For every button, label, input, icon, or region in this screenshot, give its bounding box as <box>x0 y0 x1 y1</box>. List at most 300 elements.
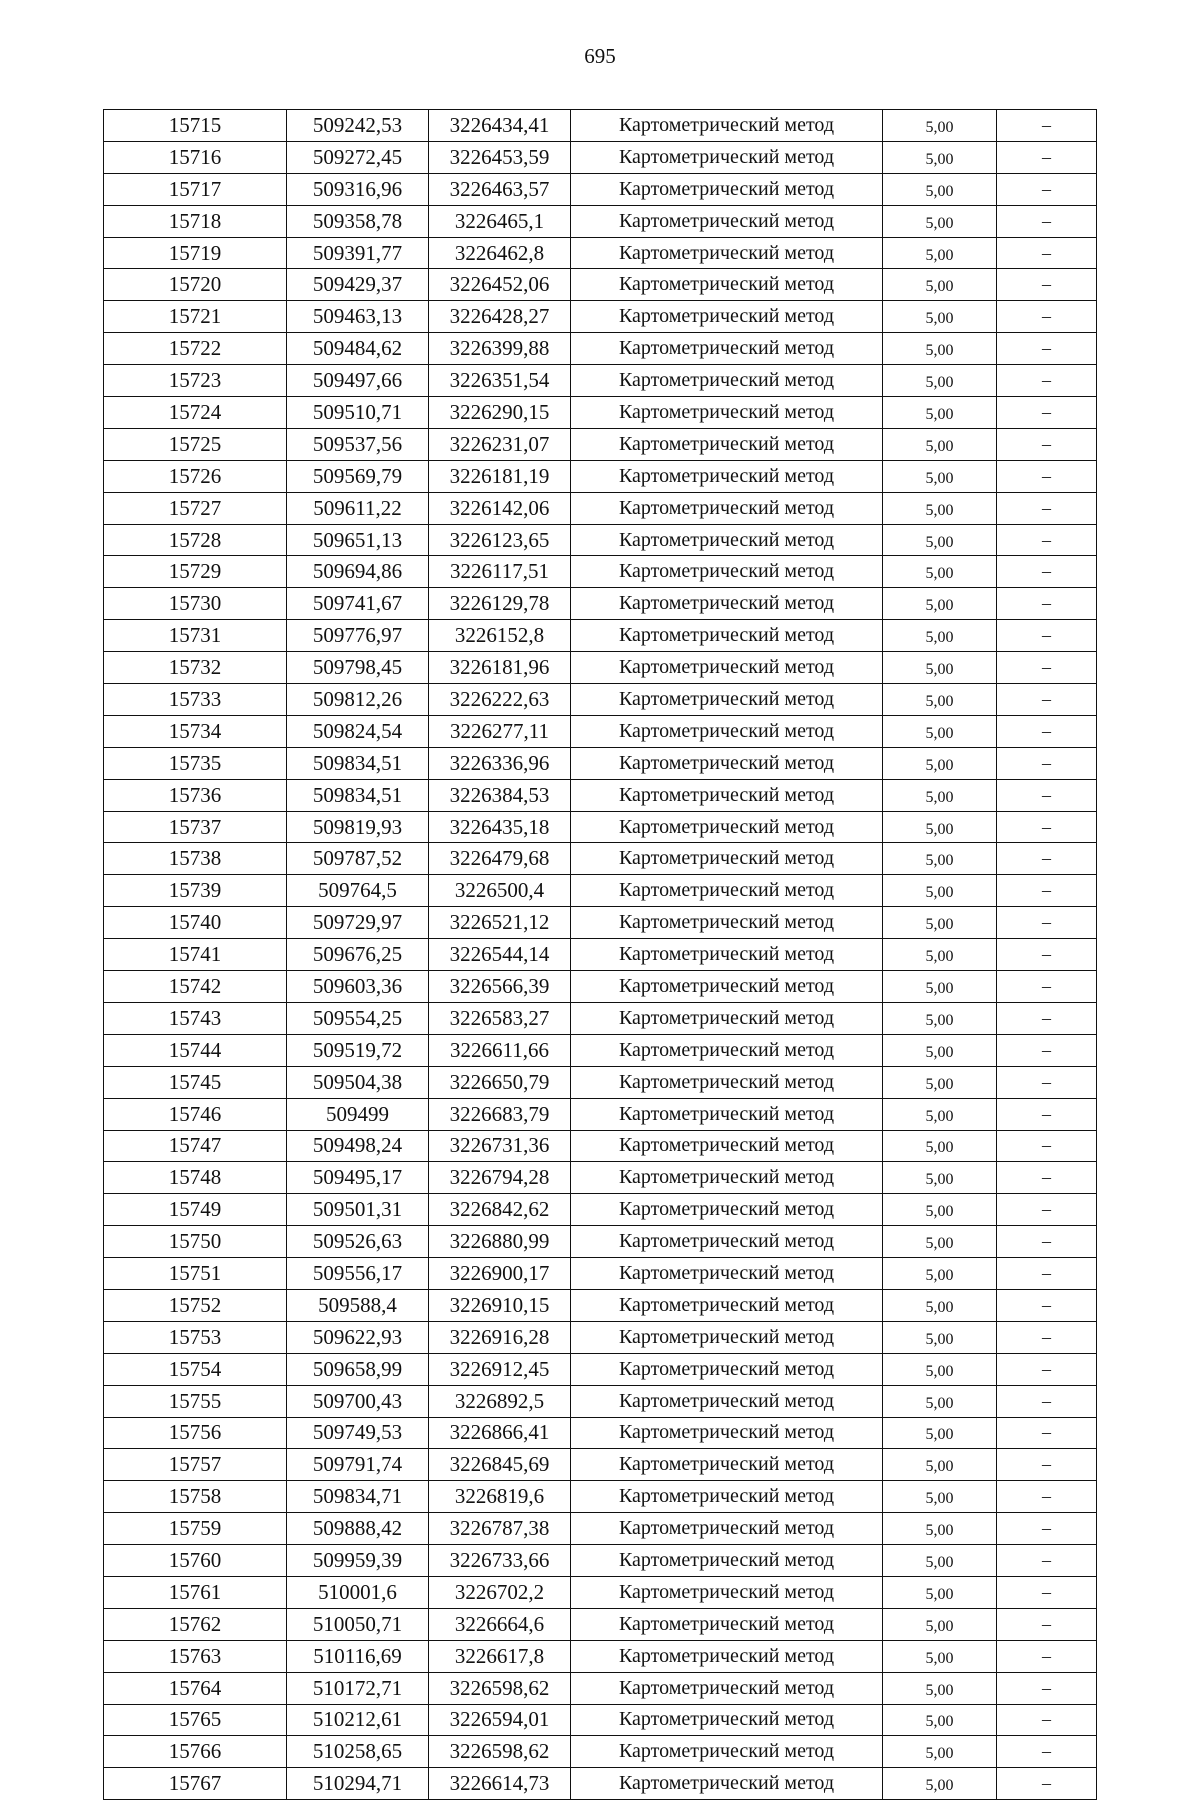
x-coordinate-cell: 509694,86 <box>287 556 429 588</box>
point-number-cell: 15764 <box>104 1672 287 1704</box>
table-row <box>104 875 1097 907</box>
table-row <box>104 1002 1097 1034</box>
description-cell: – <box>997 811 1097 843</box>
method-cell: Картометрический метод <box>571 1513 883 1545</box>
point-number-cell: 15755 <box>104 1385 287 1417</box>
y-coordinate-cell: 3226611,66 <box>429 1034 571 1066</box>
description-cell: – <box>997 1098 1097 1130</box>
x-coordinate-cell: 509499 <box>287 1098 429 1130</box>
point-number-cell: 15741 <box>104 939 287 971</box>
table-row <box>104 269 1097 301</box>
y-coordinate-cell: 3226664,6 <box>429 1608 571 1640</box>
table-row <box>104 1736 1097 1768</box>
point-number-cell: 15717 <box>104 173 287 205</box>
y-coordinate-cell: 3226544,14 <box>429 939 571 971</box>
accuracy-cell: 5,00 <box>883 1704 997 1736</box>
description-cell: – <box>997 1449 1097 1481</box>
method-cell: Картометрический метод <box>571 141 883 173</box>
x-coordinate-cell: 509812,26 <box>287 684 429 716</box>
point-number-cell: 15753 <box>104 1321 287 1353</box>
method-cell: Картометрический метод <box>571 110 883 142</box>
y-coordinate-cell: 3226731,36 <box>429 1130 571 1162</box>
y-coordinate-cell: 3226123,65 <box>429 524 571 556</box>
point-number-cell: 15750 <box>104 1226 287 1258</box>
method-cell: Картометрический метод <box>571 1608 883 1640</box>
point-number-cell: 15746 <box>104 1098 287 1130</box>
x-coordinate-cell: 510116,69 <box>287 1640 429 1672</box>
description-cell: – <box>997 1130 1097 1162</box>
x-coordinate-cell: 509519,72 <box>287 1034 429 1066</box>
description-cell: – <box>997 1258 1097 1290</box>
x-coordinate-cell: 509554,25 <box>287 1002 429 1034</box>
method-cell: Картометрический метод <box>571 365 883 397</box>
point-number-cell: 15719 <box>104 237 287 269</box>
accuracy-cell: 5,00 <box>883 779 997 811</box>
point-number-cell: 15730 <box>104 588 287 620</box>
table-row <box>104 1385 1097 1417</box>
point-number-cell: 15761 <box>104 1576 287 1608</box>
table-row <box>104 1194 1097 1226</box>
point-number-cell: 15715 <box>104 110 287 142</box>
method-cell: Картометрический метод <box>571 237 883 269</box>
x-coordinate-cell: 509603,36 <box>287 971 429 1003</box>
y-coordinate-cell: 3226683,79 <box>429 1098 571 1130</box>
point-number-cell: 15733 <box>104 684 287 716</box>
x-coordinate-cell: 509537,56 <box>287 428 429 460</box>
accuracy-cell: 5,00 <box>883 1002 997 1034</box>
method-cell: Картометрический метод <box>571 907 883 939</box>
description-cell: – <box>997 747 1097 779</box>
y-coordinate-cell: 3226129,78 <box>429 588 571 620</box>
y-coordinate-cell: 3226500,4 <box>429 875 571 907</box>
table-row <box>104 1130 1097 1162</box>
table-row <box>104 1449 1097 1481</box>
accuracy-cell: 5,00 <box>883 620 997 652</box>
x-coordinate-cell: 509501,31 <box>287 1194 429 1226</box>
method-cell: Картометрический метод <box>571 1130 883 1162</box>
accuracy-cell: 5,00 <box>883 333 997 365</box>
table-row <box>104 556 1097 588</box>
x-coordinate-cell: 509504,38 <box>287 1066 429 1098</box>
description-cell: – <box>997 301 1097 333</box>
description-cell: – <box>997 620 1097 652</box>
method-cell: Картометрический метод <box>571 1034 883 1066</box>
accuracy-cell: 5,00 <box>883 843 997 875</box>
accuracy-cell: 5,00 <box>883 1481 997 1513</box>
point-number-cell: 15760 <box>104 1545 287 1577</box>
description-cell: – <box>997 524 1097 556</box>
x-coordinate-cell: 510001,6 <box>287 1576 429 1608</box>
coordinates-table-body <box>104 110 1097 1800</box>
accuracy-cell: 5,00 <box>883 715 997 747</box>
table-row <box>104 620 1097 652</box>
table-row <box>104 811 1097 843</box>
point-number-cell: 15735 <box>104 747 287 779</box>
y-coordinate-cell: 3226351,54 <box>429 365 571 397</box>
description-cell: – <box>997 1545 1097 1577</box>
accuracy-cell: 5,00 <box>883 1258 997 1290</box>
accuracy-cell: 5,00 <box>883 173 997 205</box>
description-cell: – <box>997 971 1097 1003</box>
y-coordinate-cell: 3226598,62 <box>429 1736 571 1768</box>
point-number-cell: 15739 <box>104 875 287 907</box>
accuracy-cell: 5,00 <box>883 747 997 779</box>
accuracy-cell: 5,00 <box>883 1768 997 1800</box>
table-row <box>104 1768 1097 1800</box>
y-coordinate-cell: 3226181,96 <box>429 652 571 684</box>
description-cell: – <box>997 1194 1097 1226</box>
accuracy-cell: 5,00 <box>883 1736 997 1768</box>
table-row <box>104 333 1097 365</box>
description-cell: – <box>997 365 1097 397</box>
x-coordinate-cell: 509611,22 <box>287 492 429 524</box>
method-cell: Картометрический метод <box>571 301 883 333</box>
accuracy-cell: 5,00 <box>883 1576 997 1608</box>
accuracy-cell: 5,00 <box>883 1449 997 1481</box>
accuracy-cell: 5,00 <box>883 237 997 269</box>
y-coordinate-cell: 3226880,99 <box>429 1226 571 1258</box>
description-cell: – <box>997 428 1097 460</box>
method-cell: Картометрический метод <box>571 875 883 907</box>
accuracy-cell: 5,00 <box>883 1385 997 1417</box>
point-number-cell: 15759 <box>104 1513 287 1545</box>
method-cell: Картометрический метод <box>571 1162 883 1194</box>
point-number-cell: 15724 <box>104 397 287 429</box>
description-cell: – <box>997 237 1097 269</box>
y-coordinate-cell: 3226598,62 <box>429 1672 571 1704</box>
accuracy-cell: 5,00 <box>883 492 997 524</box>
method-cell: Картометрический метод <box>571 811 883 843</box>
description-cell: – <box>997 1736 1097 1768</box>
point-number-cell: 15740 <box>104 907 287 939</box>
method-cell: Картометрический метод <box>571 1385 883 1417</box>
y-coordinate-cell: 3226181,19 <box>429 460 571 492</box>
accuracy-cell: 5,00 <box>883 875 997 907</box>
table-row <box>104 939 1097 971</box>
y-coordinate-cell: 3226583,27 <box>429 1002 571 1034</box>
accuracy-cell: 5,00 <box>883 110 997 142</box>
y-coordinate-cell: 3226453,59 <box>429 141 571 173</box>
point-number-cell: 15767 <box>104 1768 287 1800</box>
y-coordinate-cell: 3226787,38 <box>429 1513 571 1545</box>
method-cell: Картометрический метод <box>571 524 883 556</box>
accuracy-cell: 5,00 <box>883 907 997 939</box>
table-row <box>104 1545 1097 1577</box>
y-coordinate-cell: 3226845,69 <box>429 1449 571 1481</box>
method-cell: Картометрический метод <box>571 556 883 588</box>
x-coordinate-cell: 509358,78 <box>287 205 429 237</box>
description-cell: – <box>997 1289 1097 1321</box>
x-coordinate-cell: 509316,96 <box>287 173 429 205</box>
point-number-cell: 15721 <box>104 301 287 333</box>
accuracy-cell: 5,00 <box>883 1640 997 1672</box>
table-row <box>104 747 1097 779</box>
description-cell: – <box>997 1481 1097 1513</box>
x-coordinate-cell: 510294,71 <box>287 1768 429 1800</box>
y-coordinate-cell: 3226702,2 <box>429 1576 571 1608</box>
x-coordinate-cell: 509569,79 <box>287 460 429 492</box>
accuracy-cell: 5,00 <box>883 939 997 971</box>
x-coordinate-cell: 509700,43 <box>287 1385 429 1417</box>
y-coordinate-cell: 3226900,17 <box>429 1258 571 1290</box>
description-cell: – <box>997 141 1097 173</box>
x-coordinate-cell: 509484,62 <box>287 333 429 365</box>
description-cell: – <box>997 1066 1097 1098</box>
accuracy-cell: 5,00 <box>883 1513 997 1545</box>
table-row <box>104 365 1097 397</box>
accuracy-cell: 5,00 <box>883 1194 997 1226</box>
description-cell: – <box>997 1321 1097 1353</box>
method-cell: Картометрический метод <box>571 1258 883 1290</box>
table-row <box>104 1321 1097 1353</box>
point-number-cell: 15743 <box>104 1002 287 1034</box>
description-cell: – <box>997 715 1097 747</box>
table-row <box>104 652 1097 684</box>
method-cell: Картометрический метод <box>571 715 883 747</box>
description-cell: – <box>997 1672 1097 1704</box>
description-cell: – <box>997 1353 1097 1385</box>
method-cell: Картометрический метод <box>571 1449 883 1481</box>
point-number-cell: 15757 <box>104 1449 287 1481</box>
accuracy-cell: 5,00 <box>883 1289 997 1321</box>
accuracy-cell: 5,00 <box>883 365 997 397</box>
x-coordinate-cell: 509888,42 <box>287 1513 429 1545</box>
x-coordinate-cell: 509556,17 <box>287 1258 429 1290</box>
table-row <box>104 684 1097 716</box>
accuracy-cell: 5,00 <box>883 1066 997 1098</box>
x-coordinate-cell: 510172,71 <box>287 1672 429 1704</box>
y-coordinate-cell: 3226222,63 <box>429 684 571 716</box>
point-number-cell: 15752 <box>104 1289 287 1321</box>
y-coordinate-cell: 3226465,1 <box>429 205 571 237</box>
x-coordinate-cell: 509676,25 <box>287 939 429 971</box>
x-coordinate-cell: 509787,52 <box>287 843 429 875</box>
table-row <box>104 1481 1097 1513</box>
table-row <box>104 971 1097 1003</box>
y-coordinate-cell: 3226916,28 <box>429 1321 571 1353</box>
point-number-cell: 15737 <box>104 811 287 843</box>
accuracy-cell: 5,00 <box>883 556 997 588</box>
description-cell: – <box>997 110 1097 142</box>
accuracy-cell: 5,00 <box>883 397 997 429</box>
table-row <box>104 1098 1097 1130</box>
method-cell: Картометрический метод <box>571 492 883 524</box>
method-cell: Картометрический метод <box>571 620 883 652</box>
y-coordinate-cell: 3226842,62 <box>429 1194 571 1226</box>
x-coordinate-cell: 509834,71 <box>287 1481 429 1513</box>
x-coordinate-cell: 509824,54 <box>287 715 429 747</box>
description-cell: – <box>997 1002 1097 1034</box>
x-coordinate-cell: 509791,74 <box>287 1449 429 1481</box>
description-cell: – <box>997 1513 1097 1545</box>
accuracy-cell: 5,00 <box>883 205 997 237</box>
point-number-cell: 15748 <box>104 1162 287 1194</box>
table-row <box>104 1034 1097 1066</box>
accuracy-cell: 5,00 <box>883 1353 997 1385</box>
point-number-cell: 15762 <box>104 1608 287 1640</box>
method-cell: Картометрический метод <box>571 747 883 779</box>
x-coordinate-cell: 509510,71 <box>287 397 429 429</box>
accuracy-cell: 5,00 <box>883 971 997 1003</box>
table-row <box>104 1608 1097 1640</box>
table-row <box>104 1258 1097 1290</box>
description-cell: – <box>997 1608 1097 1640</box>
point-number-cell: 15763 <box>104 1640 287 1672</box>
table-row <box>104 1513 1097 1545</box>
description-cell: – <box>997 1704 1097 1736</box>
y-coordinate-cell: 3226428,27 <box>429 301 571 333</box>
accuracy-cell: 5,00 <box>883 1608 997 1640</box>
accuracy-cell: 5,00 <box>883 428 997 460</box>
point-number-cell: 15745 <box>104 1066 287 1098</box>
y-coordinate-cell: 3226566,39 <box>429 971 571 1003</box>
y-coordinate-cell: 3226650,79 <box>429 1066 571 1098</box>
description-cell: – <box>997 333 1097 365</box>
description-cell: – <box>997 397 1097 429</box>
point-number-cell: 15751 <box>104 1258 287 1290</box>
table-row <box>104 141 1097 173</box>
coordinates-table <box>103 109 1097 1800</box>
method-cell: Картометрический метод <box>571 460 883 492</box>
description-cell: – <box>997 939 1097 971</box>
table-row <box>104 1162 1097 1194</box>
accuracy-cell: 5,00 <box>883 1034 997 1066</box>
y-coordinate-cell: 3226142,06 <box>429 492 571 524</box>
accuracy-cell: 5,00 <box>883 1226 997 1258</box>
method-cell: Картометрический метод <box>571 173 883 205</box>
method-cell: Картометрический метод <box>571 397 883 429</box>
method-cell: Картометрический метод <box>571 843 883 875</box>
y-coordinate-cell: 3226910,15 <box>429 1289 571 1321</box>
x-coordinate-cell: 509776,97 <box>287 620 429 652</box>
point-number-cell: 15742 <box>104 971 287 1003</box>
y-coordinate-cell: 3226452,06 <box>429 269 571 301</box>
point-number-cell: 15723 <box>104 365 287 397</box>
description-cell: – <box>997 1034 1097 1066</box>
description-cell: – <box>997 205 1097 237</box>
x-coordinate-cell: 509798,45 <box>287 652 429 684</box>
table-row <box>104 1672 1097 1704</box>
x-coordinate-cell: 509526,63 <box>287 1226 429 1258</box>
accuracy-cell: 5,00 <box>883 811 997 843</box>
x-coordinate-cell: 509819,93 <box>287 811 429 843</box>
table-row <box>104 492 1097 524</box>
x-coordinate-cell: 509497,66 <box>287 365 429 397</box>
table-row <box>104 428 1097 460</box>
table-row <box>104 1066 1097 1098</box>
point-number-cell: 15722 <box>104 333 287 365</box>
x-coordinate-cell: 510212,61 <box>287 1704 429 1736</box>
accuracy-cell: 5,00 <box>883 684 997 716</box>
table-row <box>104 1576 1097 1608</box>
accuracy-cell: 5,00 <box>883 1098 997 1130</box>
x-coordinate-cell: 509498,24 <box>287 1130 429 1162</box>
x-coordinate-cell: 509242,53 <box>287 110 429 142</box>
x-coordinate-cell: 509834,51 <box>287 747 429 779</box>
point-number-cell: 15725 <box>104 428 287 460</box>
table-row <box>104 779 1097 811</box>
point-number-cell: 15756 <box>104 1417 287 1449</box>
accuracy-cell: 5,00 <box>883 524 997 556</box>
y-coordinate-cell: 3226435,18 <box>429 811 571 843</box>
y-coordinate-cell: 3226277,11 <box>429 715 571 747</box>
point-number-cell: 15728 <box>104 524 287 556</box>
method-cell: Картометрический метод <box>571 1736 883 1768</box>
method-cell: Картометрический метод <box>571 428 883 460</box>
y-coordinate-cell: 3226733,66 <box>429 1545 571 1577</box>
accuracy-cell: 5,00 <box>883 1130 997 1162</box>
method-cell: Картометрический метод <box>571 1098 883 1130</box>
table-row <box>104 301 1097 333</box>
x-coordinate-cell: 509463,13 <box>287 301 429 333</box>
point-number-cell: 15744 <box>104 1034 287 1066</box>
point-number-cell: 15747 <box>104 1130 287 1162</box>
method-cell: Картометрический метод <box>571 1640 883 1672</box>
table-row <box>104 1289 1097 1321</box>
method-cell: Картометрический метод <box>571 1768 883 1800</box>
y-coordinate-cell: 3226463,57 <box>429 173 571 205</box>
x-coordinate-cell: 509729,97 <box>287 907 429 939</box>
method-cell: Картометрический метод <box>571 652 883 684</box>
x-coordinate-cell: 509495,17 <box>287 1162 429 1194</box>
y-coordinate-cell: 3226912,45 <box>429 1353 571 1385</box>
point-number-cell: 15734 <box>104 715 287 747</box>
description-cell: – <box>997 907 1097 939</box>
accuracy-cell: 5,00 <box>883 588 997 620</box>
x-coordinate-cell: 509764,5 <box>287 875 429 907</box>
point-number-cell: 15765 <box>104 1704 287 1736</box>
description-cell: – <box>997 1385 1097 1417</box>
accuracy-cell: 5,00 <box>883 1321 997 1353</box>
point-number-cell: 15738 <box>104 843 287 875</box>
table-row <box>104 843 1097 875</box>
accuracy-cell: 5,00 <box>883 1545 997 1577</box>
method-cell: Картометрический метод <box>571 1704 883 1736</box>
method-cell: Картометрический метод <box>571 333 883 365</box>
table-row <box>104 1417 1097 1449</box>
y-coordinate-cell: 3226231,07 <box>429 428 571 460</box>
y-coordinate-cell: 3226117,51 <box>429 556 571 588</box>
x-coordinate-cell: 509658,99 <box>287 1353 429 1385</box>
y-coordinate-cell: 3226434,41 <box>429 110 571 142</box>
description-cell: – <box>997 1162 1097 1194</box>
x-coordinate-cell: 509429,37 <box>287 269 429 301</box>
table-row <box>104 1353 1097 1385</box>
y-coordinate-cell: 3226866,41 <box>429 1417 571 1449</box>
description-cell: – <box>997 492 1097 524</box>
point-number-cell: 15727 <box>104 492 287 524</box>
point-number-cell: 15720 <box>104 269 287 301</box>
point-number-cell: 15732 <box>104 652 287 684</box>
description-cell: – <box>997 1576 1097 1608</box>
y-coordinate-cell: 3226479,68 <box>429 843 571 875</box>
method-cell: Картометрический метод <box>571 269 883 301</box>
table-row <box>104 397 1097 429</box>
table-row <box>104 173 1097 205</box>
accuracy-cell: 5,00 <box>883 1162 997 1194</box>
point-number-cell: 15718 <box>104 205 287 237</box>
method-cell: Картометрический метод <box>571 1321 883 1353</box>
method-cell: Картометрический метод <box>571 1417 883 1449</box>
table-row <box>104 1640 1097 1672</box>
description-cell: – <box>997 684 1097 716</box>
method-cell: Картометрический метод <box>571 939 883 971</box>
method-cell: Картометрический метод <box>571 1353 883 1385</box>
x-coordinate-cell: 509391,77 <box>287 237 429 269</box>
x-coordinate-cell: 509834,51 <box>287 779 429 811</box>
point-number-cell: 15731 <box>104 620 287 652</box>
method-cell: Картометрический метод <box>571 1194 883 1226</box>
